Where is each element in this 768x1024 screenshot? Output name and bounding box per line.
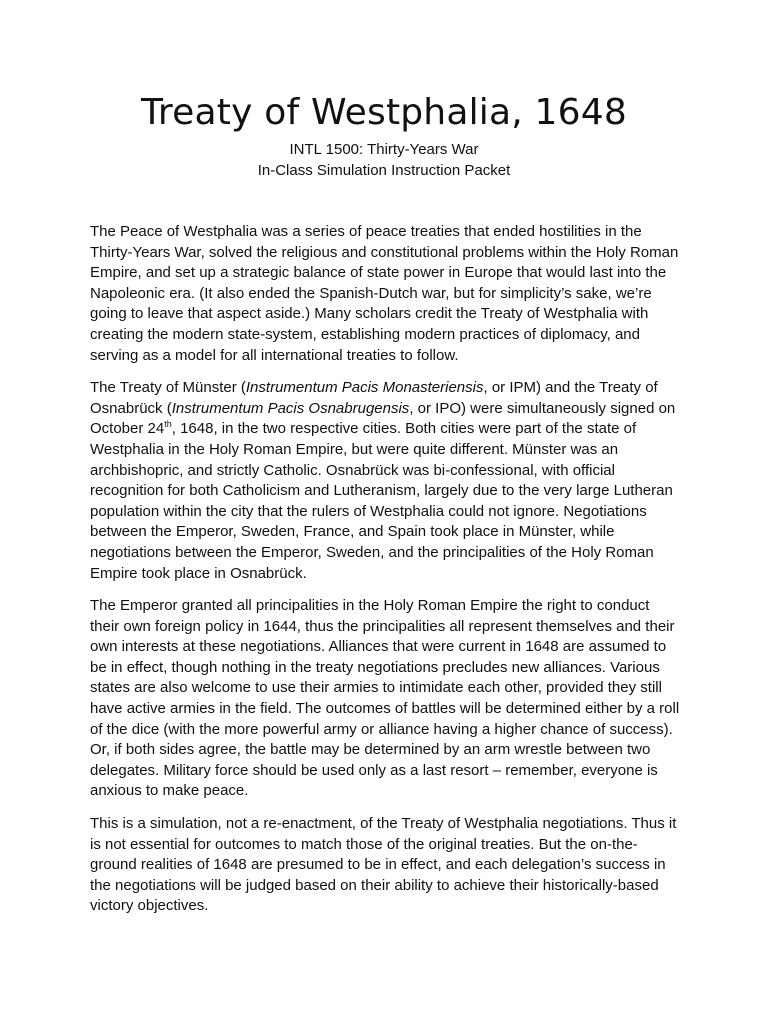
paragraph-emperor: The Emperor granted all principalities in the Holy Roman Empire the right to conduct their own foreign policy in 1644, thus the principalities all represent themselves and their own interests at these negotiations. Alliances that were current in 1648 are assumed to be in effect, though nothing in the treaty negotiations precludes new alliances. Various states are also welcome to use their armies to intimidate each other, provided they still have active armies in the field. The outcomes of battles will be determined either by a roll of the dice (with the more powerful army or alliance having a higher chance of success). Or, if both sides agree, the battle may be determined by an arm wrestle between two delegates. Military force should be used only as a last resort – remember, everyone is anxious to make peace. bbox=[90, 597, 680, 800]
packet-line: In-Class Simulation Instruction Packet bbox=[257, 162, 511, 179]
ipo-latin-name: Instrumentum Pacis Osnabrugensis bbox=[171, 399, 410, 417]
paragraph-treaties-text-b: , or IPM) and the Treaty of Osnabrück ( bbox=[90, 379, 658, 417]
paragraph-intro: The Peace of Westphalia was a series of peace treaties that ended hostilities in the Thirty-Years War, solved the religious and constitutional problems within the Holy Roman Empire, and set up a strategic balance of state power in Europe that would last into the Napoleonic era. (It also ended the Spanish-Dutch war, but for simplicity’s sake, we’re going to leave that aspect aside.) Many scholars credit the Treaty of Westphalia with creating the modern state-system, establishing modern practices of diplomacy, and serving as a model for all international treaties to follow. bbox=[90, 223, 679, 364]
paragraph-treaties-text-a: The Treaty of Münster ( bbox=[90, 379, 246, 397]
paragraph-treaties bbox=[90, 378, 680, 584]
document-body bbox=[90, 222, 680, 929]
ipm-latin-name: Instrumentum Pacis Monasteriensis bbox=[245, 379, 484, 397]
paragraph-treaties-text-c: , or IPO) were simultaneously signed on October 24 bbox=[90, 399, 676, 438]
paragraph-treaties-text-d: , 1648, in the two respective cities. Both cities were part of the state of Westphalia in the Holy Roman Empire, but were quite different. Münster was an archbishopric, and strictly Catholic. Osnabrück was bi-confessional, with official recognition for both Catholicism and Lutheranism, largely due to the very large Lutheran population within the city that the rulers of Westphalia could not ignore. Negotiations between the Emperor, Sweden, France, and Spain took place in Münster, while negotiations between the Emperor, Sweden, and the principalities of the Holy Roman Empire took place in Osnabrück. bbox=[90, 420, 673, 582]
document-title: Treaty of Westphalia, 1648 bbox=[141, 92, 627, 133]
ordinal-suffix: th bbox=[164, 419, 172, 430]
paragraph-simulation: This is a simulation, not a re-enactment, of the Treaty of Westphalia negotiations. Thus it is not essential for outcomes to match those of the original treaties. But the on-the-ground realities of 1648 are presumed to be in effect, and each delegation’s success in the negotiations will be judged based on their ability to achieve their historically-based victory objectives. bbox=[90, 815, 677, 915]
course-line: INTL 1500: Thirty-Years War bbox=[289, 141, 479, 158]
